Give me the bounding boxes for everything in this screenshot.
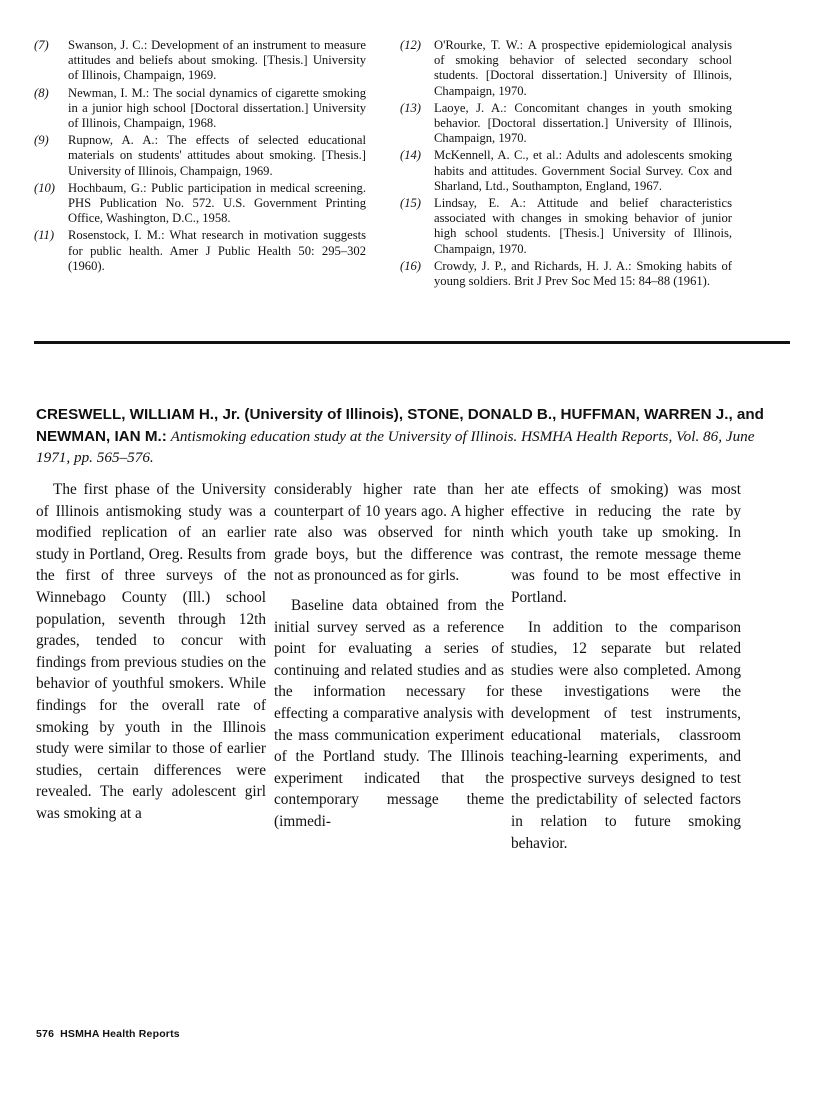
reference-number: (16) — [400, 258, 421, 273]
reference-item — [34, 181, 366, 227]
reference-text: Hochbaum, G.: Public participation in medical screening. PHS Publication No. 572. U.S. Government Printing Office, Washington, D.C., 1958. — [68, 180, 366, 226]
reference-item — [400, 101, 732, 147]
article-citation — [36, 404, 788, 469]
reference-item — [400, 148, 732, 194]
reference-number: (11) — [34, 228, 55, 243]
abstract-column-2 — [274, 479, 504, 841]
abstract-paragraph: Baseline data obtained from the initial survey served as a reference point for evaluating a series of continuing and related studies and as the information necessary for effecting a comparative analysis with the mass communication experiment of the Portland study. The Illinois experiment indicated that the contemporary message theme (immedi- — [274, 596, 504, 830]
reference-text: O'Rourke, T. W.: A prospective epidemiological analysis of smoking behavior of selected secondary school students. [Doctoral dissertation.] University of Illinois, Champaign, 1970. — [434, 38, 732, 98]
abstract-column-3 — [511, 479, 741, 862]
citation-source: Antismoking education study at the University of Illinois. HSMHA Health Reports, Vol. 86, June 1971, pp. 565–576. — [36, 427, 755, 467]
page-number: 576 — [36, 1028, 55, 1040]
section-divider — [34, 341, 790, 344]
reference-text: Rosenstock, I. M.: What research in motivation suggests for public health. Amer J Public Health 50: 295–302 (1960). — [68, 228, 366, 273]
reference-number: (8) — [34, 85, 49, 100]
reference-number: (12) — [400, 38, 421, 52]
reference-text: Swanson, J. C.: Development of an instrument to measure attitudes and beliefs about smoking. [Thesis.] University of Illinois, Champaign, 1969. — [68, 38, 366, 83]
abstract-column-1 — [36, 479, 266, 833]
abstract-paragraph: ate effects of smoking) was most effective in reducing the rate by which youth take up smoking. In contrast, the remote message theme was found to be most effective in Portland. — [511, 481, 741, 606]
reference-text: Laoye, J. A.: Concomitant changes in youth smoking behavior. [Doctoral dissertation.] University of Illinois, Champaign, 1970. — [434, 100, 732, 146]
abstract-paragraph: The first phase of the University of Illinois antismoking study was a modified replication of an earlier study in Portland, Oreg. Results from the first of three surveys of the Winnebago County (Ill.) school population, seventh through 12th grades, tended to concur with findings from previous studies on the behavior of youthful smokers. While findings for the overall rate of smoking by youth in the Illinois study were similar to those of earlier studies, certain differences were revealed. The early adolescent girl was smoking at a — [36, 481, 266, 822]
references-right-column — [400, 38, 732, 291]
reference-number: (10) — [34, 180, 55, 195]
reference-item — [34, 228, 366, 274]
reference-number: (14) — [400, 148, 421, 163]
reference-number: (7) — [34, 38, 49, 52]
reference-item — [34, 133, 366, 179]
citation-authors: CRESWELL, WILLIAM H., Jr. (University of Illinois), STONE, DONALD B., HUFFMAN, WARREN J., and NEWMAN, IAN M.: — [36, 406, 764, 445]
page-footer — [36, 1028, 180, 1040]
reference-text: Newman, I. M.: The social dynamics of cigarette smoking in a junior high school [Doctoral dissertation.] University of Illinois, Champaign, 1968. — [68, 85, 366, 131]
reference-text: Lindsay, E. A.: Attitude and belief characteristics associated with changes in smoking behavior of junior high school students. [Thesis.] University of Illinois, Champaign, 1970. — [434, 196, 732, 256]
reference-text: McKennell, A. C., et al.: Adults and adolescents smoking habits and attitudes. Government Social Survey. Cox and Sharland, Ltd., Southampton, England, 1967. — [434, 148, 732, 193]
abstract-paragraph: considerably higher rate than her counterpart of 10 years ago. A higher rate also was observed for ninth grade boys, but the difference was not as pronounced as for girls. — [274, 481, 504, 585]
journal-name: HSMHA Health Reports — [60, 1028, 180, 1040]
reference-number: (15) — [400, 196, 421, 211]
reference-item — [34, 86, 366, 132]
reference-text: Crowdy, J. P., and Richards, H. J. A.: Smoking habits of young soldiers. Brit J Prev Soc Med 15: 84–88 (1961). — [434, 258, 732, 289]
reference-item — [400, 196, 732, 257]
abstract-paragraph: In addition to the comparison studies, 12 separate but related studies were also completed. Among these investigations were the development of test instruments, educational materials, classroom teaching-learning experiments, and prospective surveys designed to test the predictability of selected factors in relation to future smoking behavior. — [511, 618, 741, 852]
reference-item — [400, 38, 732, 99]
reference-number: (9) — [34, 133, 49, 148]
reference-item — [400, 259, 732, 289]
reference-number: (13) — [400, 100, 421, 115]
reference-text: Rupnow, A. A.: The effects of selected educational materials on students' attitudes about smoking. [Thesis.] University of Illinois, Champaign, 1969. — [68, 133, 366, 178]
references-left-column — [34, 38, 366, 276]
reference-item — [34, 38, 366, 84]
